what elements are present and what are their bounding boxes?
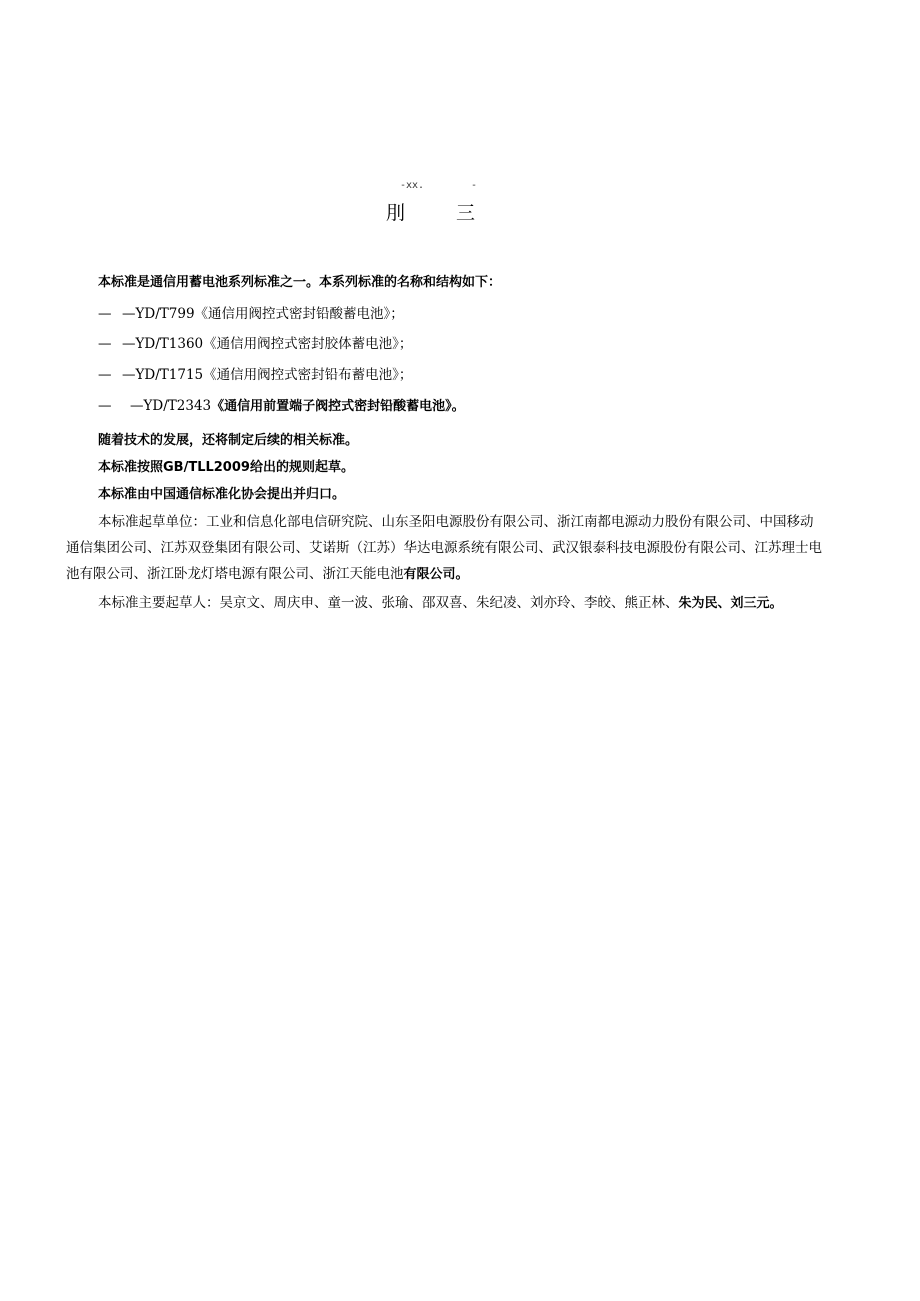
drafters-text: 本标准主要起草人：吴京文、周庆申、童一波、张瑜、邵双喜、朱纪凌、刘亦玲、李皎、熊正林、: [98, 595, 679, 611]
page-title-left: 刖: [386, 202, 406, 224]
series-item-text: —YD/T2343: [130, 398, 212, 414]
series-dash: —: [98, 367, 112, 383]
drafters-text-bold: 朱为民、刘三元。: [678, 596, 783, 611]
series-dash: —: [98, 306, 112, 322]
series-item-text: —YD/T1360《通信用阀控式密封胶体蓄电池》；: [122, 336, 413, 352]
statement-line: 随着技术的发展，还将制定后续的相关标准。: [98, 433, 359, 448]
drafters-paragraph: [66, 590, 822, 617]
drafting-units-text: 本标准起草单位：工业和信息化部电信研究院、山东圣阳电源股份有限公司、浙江南都电源动力股份有限公司、中国移动通信集团公司、江苏双登集团有限公司、艾诺斯（江苏）华达电源系统有限公司、武汉银泰科技电源股份有限公司、江苏理士电池有限公司、浙江卧龙灯塔电源有限公司、浙江天能电池: [66, 514, 822, 582]
statement-line: 本标准由中国通信标准化协会提出并归口。: [98, 487, 346, 502]
page-title-right: 三: [456, 202, 476, 224]
series-item: [98, 304, 404, 324]
header-marks: [0, 180, 920, 196]
page-title: [0, 198, 920, 224]
series-dash: —: [98, 398, 112, 414]
series-item-text-bold: 《通信用前置端子阀控式密封铅酸蓄电池》。: [211, 399, 465, 414]
drafting-units-text-bold: 有限公司。: [403, 567, 469, 582]
series-item: [98, 396, 465, 417]
series-item-text: —YD/T799《通信用阀控式密封铅酸蓄电池》；: [122, 306, 404, 322]
intro-text: 本标准是通信用蓄电池系列标准之一。本系列标准的名称和结构如下：: [98, 275, 502, 290]
series-item: [98, 365, 412, 385]
series-item: [98, 334, 412, 354]
header-mark-left: -xx.: [400, 180, 425, 191]
series-dash: —: [98, 336, 112, 352]
statement-line: 本标准按照GB/TLL2009给出的规则起草。: [98, 460, 354, 475]
drafting-units-paragraph: [66, 509, 822, 588]
series-item-text: —YD/T1715《通信用阀控式密封铅布蓄电池》；: [122, 367, 413, 383]
header-mark-right: -: [471, 180, 478, 191]
